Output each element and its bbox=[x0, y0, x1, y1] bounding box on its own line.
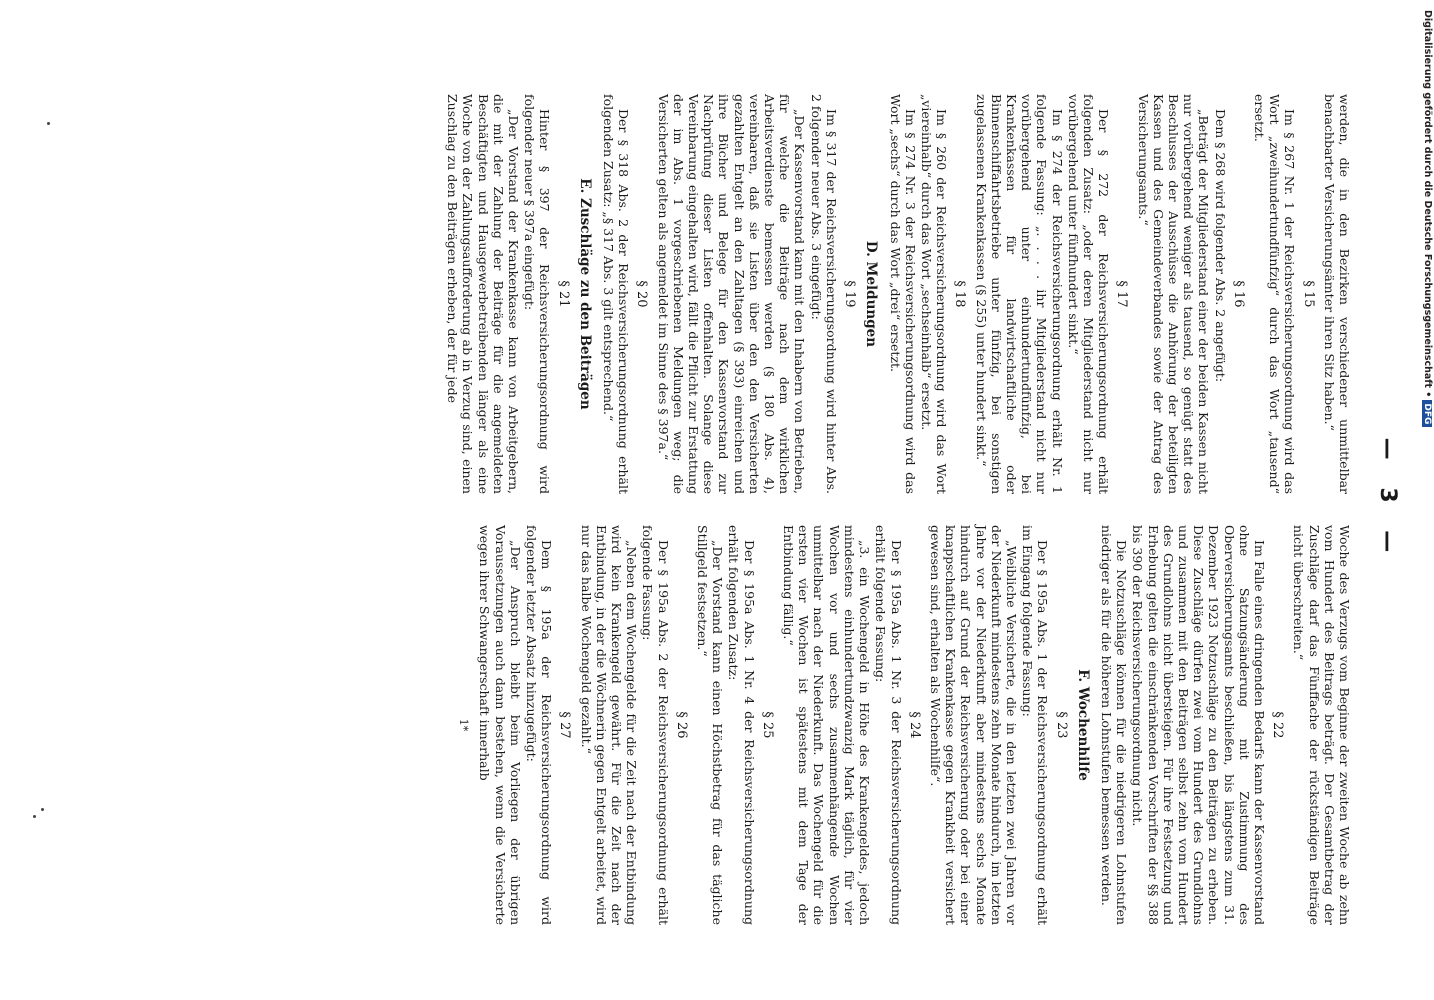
paragraph: Der § 318 Abs. 2 der Reichsversicherungsordnung erhält folgenden Zusatz: „§ 317 Abs. 3 gilt entsprechend.“ bbox=[601, 94, 632, 494]
paragraph: „Der Vorstand der Krankenkasse kann von Arbeitgebern, die mit der Zahlung der Beiträge für die angemeldeten Beschäftigten und Hausgewerbetreibenden länger als eine Woche von der Zahlungsaufforderung ab in Verzug sind, einen Zuschlag zu den Beiträgen erheben, der für jede bbox=[445, 94, 522, 494]
section-number: § 22 bbox=[1270, 711, 1286, 739]
paragraph: Der § 272 der Reichsversicherungsordnung erhält folgenden Zusatz: „oder deren Mitgliederstand nicht nur vorübergehend unter fünfhundert sinkt.“ bbox=[1065, 94, 1112, 494]
section-number: § 27 bbox=[557, 711, 573, 739]
chapter-heading: D. Meldungen bbox=[863, 240, 880, 348]
section-number: § 16 bbox=[1230, 280, 1246, 308]
section-number: § 18 bbox=[952, 280, 968, 308]
section-number: § 26 bbox=[673, 711, 689, 739]
paragraph: Der § 195a Abs. 1 der Reichsversicherungsordnung erhält im Eingang folgende Fassung: bbox=[1020, 525, 1051, 925]
chapter-heading: F. Wochenhilfe bbox=[1074, 669, 1091, 781]
right-column bbox=[456, 525, 1352, 925]
paragraph: „Weibliche Versicherte, die in den letzten zwei Jahren vor der Niederkunft mindestens zehn Monate hindurch, im letzten Jahre vor der Niederkunft aber mindestens sechs Monate hindurch auf Grund der Reichsversicherung oder bei einer knappschaftlichen Krankenkasse gegen Krankheit versichert gewesen sind, erhalten als Wochenhilfe“. bbox=[927, 525, 1019, 925]
paragraph: Im Falle eines dringenden Bedarfs kann der Kassenvorstand ohne Satzungsänderung mit Zustimmung des Oberversicherungsamts beschließen, bis längstens zum 31. Dezember 1923 Notzuschläge zu den Beiträgen zu erheben. Diese Zuschläge dürfen zwei vom Hundert des Grundlohns und zusammen mit den Beiträgen selbst zehn vom Hundert des Grundlohns nicht übersteigen. Für ihre Festsetzung und Erhebung gelten die einschränkenden Vorschriften der §§ 388 bis 390 der Reichsversicherungsordnung nicht. bbox=[1130, 525, 1267, 925]
paragraph: „Der Anspruch bleibt beim Vorliegen der übrigen Voraussetzungen auch dann bestehen, wenn die Versicherte wegen ihrer Schwangerschaft innerhalb bbox=[477, 525, 523, 925]
paragraph: Der § 195a Abs. 2 der Reichsversicherungsordnung erhält folgende Fassung: bbox=[640, 525, 671, 925]
paragraph: „Beträgt der Mitgliederstand einer der beiden Kassen nicht nur vorübergehend weniger als tausend, so genügt statt des Beschlusses der Ausschüsse die Anhörung der beteiligten Kassen und des Gemeindeverbandes sowie der Antrag des Versicherungsamts.“ bbox=[1135, 94, 1212, 494]
digitization-credit bbox=[1421, 8, 1433, 992]
paragraph: Woche des Verzugs vom Beginne der zweiten Woche ab zehn vom Hundert des Beitrags beträgt. Der Gesamtbetrag der Zuschläge darf das Fünffache der rückständigen Beiträge nicht überschreiten.“ bbox=[1291, 525, 1352, 925]
section-number: § 21 bbox=[555, 280, 571, 308]
scan-speck bbox=[41, 808, 44, 811]
page-number: — 3 — bbox=[1375, 437, 1400, 563]
section-number: § 20 bbox=[634, 280, 650, 308]
credit-text: Digitalisierung gefördert durch die Deutsche Forschungsgemeinschaft • bbox=[1422, 10, 1433, 398]
paragraph: Im § 267 Nr. 1 der Reichsversicherungsordnung wird das Wort „zweihundertundfünfzig“ durch das Wort „tausend“ ersetzt. bbox=[1251, 94, 1298, 494]
section-number: § 25 bbox=[759, 711, 775, 739]
left-column bbox=[444, 94, 1352, 494]
signature-mark: 1* bbox=[457, 718, 471, 732]
paragraph: Dem § 268 wird folgender Abs. 2 angefügt: bbox=[1212, 109, 1228, 383]
paragraph: „Neben dem Wochengelde für die Zeit nach der Entbindung wird kein Krankengeld gewährt. Für die Zeit nach der Entbindung, in der die Wöchnerin gegen Entgelt arbeitet, wird nur das halbe Wochengeld gezahlt.“ bbox=[578, 525, 640, 925]
paragraph: Im § 274 der Reichsversicherungsordnung erhält Nr. 1 folgende Fassung: „. . . . ihr Mitgliederstand nicht nur vorübergehend unter einhundertundfünfzig, bei Krankenkassen für landwirtschaftliche oder Binnenschiffahrtsbetriebe unter fünfzig, bei sonstigen zugelassenen Krankenkassen (§ 255) unter hundert sinkt.“ bbox=[973, 94, 1065, 494]
paragraph: Hinter § 397 der Reichsversicherungsordnung wird folgender neuer § 397a eingefügt: bbox=[522, 94, 553, 494]
section-number: § 15 bbox=[1300, 280, 1316, 308]
page-header bbox=[1360, 0, 1400, 1000]
section-number: § 24 bbox=[906, 711, 922, 739]
scan-speck bbox=[33, 815, 36, 818]
paragraph: Im § 260 der Reichsversicherungsordnung wird das Wort „viereinhalb“ durch das Wort „sechseinhalb“ ersetzt. bbox=[918, 94, 950, 494]
scan-speck bbox=[47, 122, 50, 125]
paragraph: „3. ein Wochengeld in Höhe des Krankengeldes, jedoch mindestens einhundertundzwanzig Mark täglich, für vier Wochen vor und sechs zusammenhängende Wochen unmittelbar nach der Niederkunft. Das Wochengeld für die ersten vier Wochen ist spätestens mit dem Tage der Entbindung fällig.“ bbox=[781, 525, 873, 925]
paragraph: „Der Kassenvorstand kann mit den Inhabern von Betrieben, für welche die Beiträge nach dem wirklichen Arbeitsverdienste bemessen werden (§ 180 Abs. 4), vereinbaren, daß sie Listen über den den Versicherten gezahlten Entgelt an den Zahltagen (§ 393) einreichen und ihre Bücher und Belege für den Kassenvorstand zur Nachprüfung dieser Listen offenhalten. Solange diese Vereinbarung eingehalten wird, fällt die Pflicht zur Erstattung der im Abs. 1 vorgeschriebenen Meldungen weg; die Versicherten gelten als angemeldet im Sinne des § 397a.“ bbox=[655, 94, 808, 494]
chapter-heading: E. Zuschläge zu den Beiträgen bbox=[576, 178, 593, 410]
paragraph: „Der Vorstand kann einen Höchstbetrag für das tägliche Stillgeld festsetzen.“ bbox=[695, 525, 726, 925]
paragraph: werden, die in den Bezirken verschiedener unmittelbar benachbarter Versicherungsämter ihren Sitz haben.“ bbox=[1321, 94, 1352, 494]
paragraph: Im § 274 Nr. 3 der Reichsversicherungsordnung wird das Wort „sechs“ durch das Wort „drei“ ersetzt. bbox=[887, 94, 918, 494]
paragraph: Dem § 195a der Reichsversicherungsordnung wird folgender letzter Absatz hinzugefügt: bbox=[524, 525, 555, 925]
section-number: § 17 bbox=[1114, 280, 1130, 308]
paragraph: Im § 317 der Reichsversicherungsordnung wird hinter Abs. 2 folgender neuer Abs. 3 eingefügt: bbox=[808, 94, 839, 494]
paragraph: Die Notzuschläge können für die niedrigeren Lohnstufen niedriger als für die höheren Lohnstufen bemessen werden. bbox=[1098, 525, 1130, 925]
section-number: § 19 bbox=[842, 280, 858, 308]
section-number: § 23 bbox=[1053, 711, 1069, 739]
paragraph: Der § 195a Abs. 1 Nr. 4 der Reichsversicherungsordnung erhält folgenden Zusatz: bbox=[726, 525, 757, 925]
paragraph: Der § 195a Abs. 1 Nr. 3 der Reichsversicherungsordnung erhält folgende Fassung: bbox=[873, 525, 904, 925]
dfg-logo: DFG bbox=[1422, 400, 1432, 427]
